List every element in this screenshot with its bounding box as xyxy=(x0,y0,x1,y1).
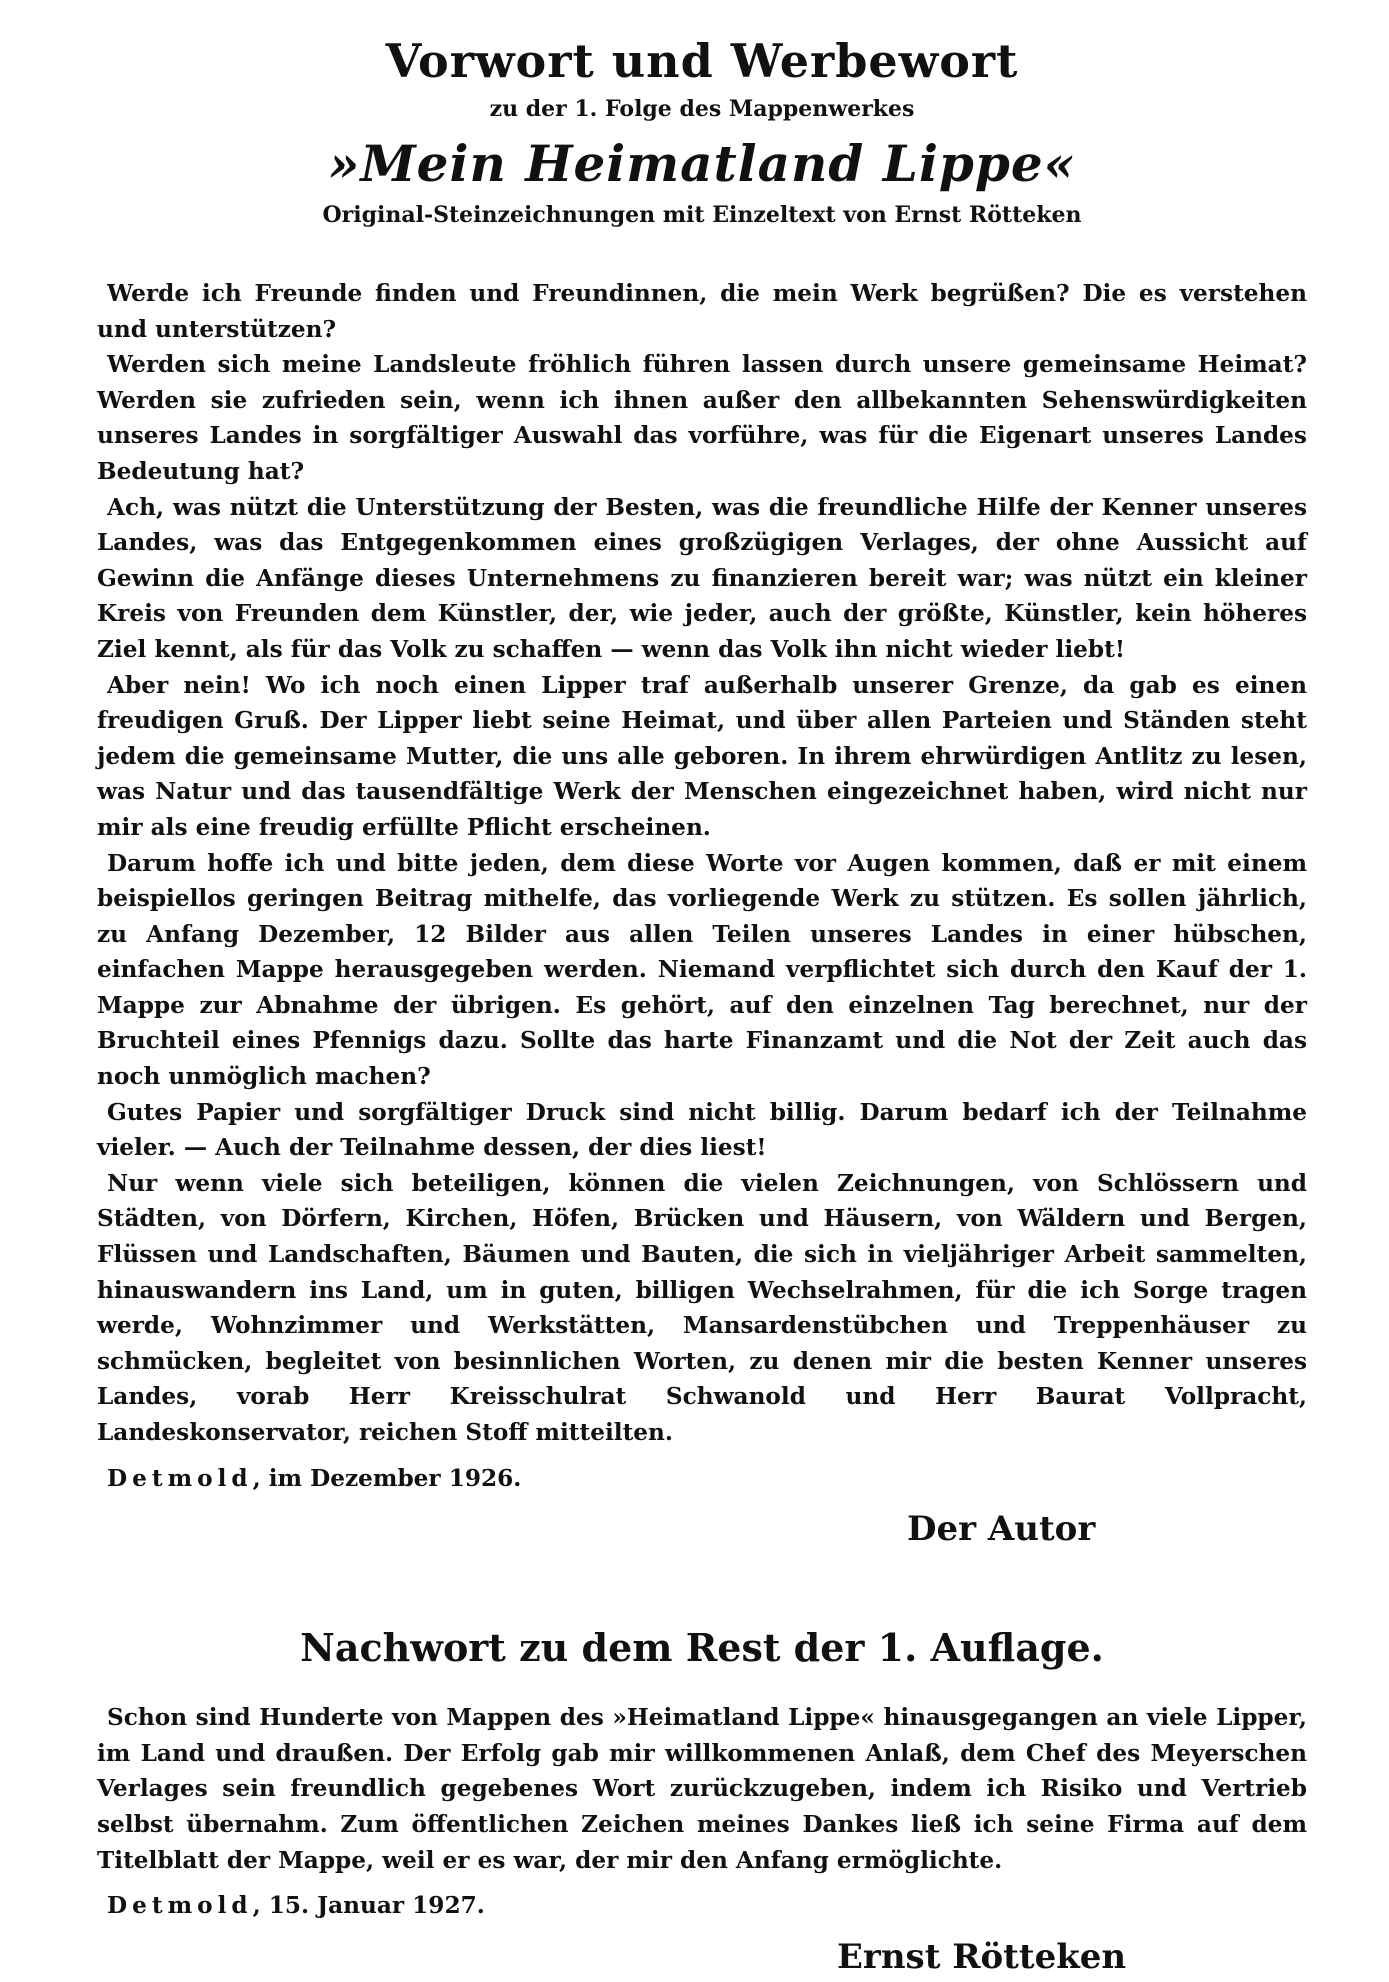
foreword-place: Detmold xyxy=(107,1464,253,1492)
foreword-body xyxy=(97,276,1307,1451)
afterword-dateline xyxy=(97,1888,1307,1924)
foreword-paragraph: Aber nein! Wo ich noch einen Lipper traf außerhalb unserer Grenze, da gab es einen freudigen Gruß. Der Lipper liebt seine Heimat, und über allen Parteien und Ständen steht jedem die gemeinsame Mutter, die uns alle geboren. In ihrem ehrwürdigen Antlitz zu lesen, was Natur und das tausendfältige Werk der Menschen eingezeichnet haben, wird nicht nur mir als eine freudig erfüllte Pflicht erscheinen. xyxy=(97,671,1307,841)
foreword-dateline xyxy=(97,1461,1307,1497)
afterword-date: , 15. Januar 1927. xyxy=(252,1892,485,1920)
foreword-paragraph: Werden sich meine Landsleute fröhlich führen lassen durch unsere gemeinsame Heimat? Werden sie zufrieden sein, wenn ich ihnen außer den allbekannten Sehenswürdigkeiten unseres Landes in sorgfältiger Auswahl das vorführe, was für die Eigenart unseres Landes Bedeutung hat? xyxy=(97,351,1307,485)
afterword-signature: Ernst Rötteken xyxy=(837,1936,1127,1977)
foreword-paragraph: Ach, was nützt die Unterstützung der Besten, was die freundliche Hilfe der Kenner unseres Landes, was das Entgegenkommen eines großzügigen Verlages, der ohne Aussicht auf Gewinn die Anfänge dieses Unternehmens zu finanzieren bereit war; was nützt ein kleiner Kreis von Freunden dem Künstler, der, wie jeder, auch der größte, Künstler, kein höheres Ziel kennt, als für das Volk zu schaffen — wenn das Volk ihn nicht wieder liebt! xyxy=(97,493,1307,663)
foreword-paragraph: Darum hoffe ich und bitte jeden, dem diese Worte vor Augen kommen, daß er mit einem beispiellos geringen Beitrag mithelfe, das vorliegende Werk zu stützen. Es sollen jährlich, zu Anfang Dezember, 12 Bilder aus allen Teilen unseres Landes in einer hübschen, einfachen Mappe herausgegeben werden. Niemand verpflichtet sich durch den Kauf der 1. Mappe zur Abnahme der übrigen. Es gehört, auf den einzelnen Tag berechnet, nur der Bruchteil eines Pfennigs dazu. Sollte das harte Finanzamt und die Not der Zeit auch das noch unmöglich machen? xyxy=(97,849,1307,1091)
document-title: Vorwort und Werbewort xyxy=(385,34,1019,88)
document-subtitle: zu der 1. Folge des Mappenwerkes xyxy=(489,96,915,122)
afterword-place: Detmold xyxy=(107,1892,253,1920)
foreword-paragraph: Werde ich Freunde finden und Freundinnen, die mein Werk begrüßen? Die es verstehen und unterstützen? xyxy=(97,280,1307,343)
work-title: »Mein Heimatland Lippe« xyxy=(328,134,1076,193)
foreword-paragraph: Nur wenn viele sich beteiligen, können die vielen Zeichnungen, von Schlössern und Städten, von Dörfern, Kirchen, Höfen, Brücken und Häusern, von Wäldern und Bergen, Flüssen und Landschaften, Bäumen und Bauten, die sich in vieljähriger Arbeit sammelten, hinauswandern ins Land, um in guten, billigen Wechselrahmen, für die ich Sorge tragen werde, Wohnzimmer und Werkstätten, Mansardenstübchen und Treppenhäuser zu schmücken, begleitet von besinnlichen Worten, zu denen mir die besten Kenner unseres Landes, vorab Herr Kreisschulrat Schwanold und Herr Baurat Vollpracht, Landeskonservator, reichen Stoff mitteilten. xyxy=(97,1169,1307,1446)
work-subtitle: Original-Steinzeichnungen mit Einzeltext von Ernst Rötteken xyxy=(322,202,1082,228)
foreword-date: , im Dezember 1926. xyxy=(252,1464,522,1492)
foreword-signature: Der Autor xyxy=(907,1509,1096,1550)
afterword-paragraph: Schon sind Hunderte von Mappen des »Heimatland Lippe« hinausgegangen an viele Lipper, im Land und draußen. Der Erfolg gab mir willkommenen Anlaß, dem Chef des Meyerschen Verlages sein freundlich gegebenes Wort zurückzugeben, indem ich Risiko und Vertrieb selbst übernahm. Zum öffentlichen Zeichen meines Dankes ließ ich seine Firma auf dem Titelblatt der Mappe, weil er es war, der mir den Anfang ermöglichte. xyxy=(97,1704,1307,1874)
foreword-paragraph: Gutes Papier und sorgfältiger Druck sind nicht billig. Darum bedarf ich der Teilnahme vieler. — Auch der Teilnahme dessen, der dies liest! xyxy=(97,1098,1307,1162)
afterword-title: Nachwort zu dem Rest der 1. Auflage. xyxy=(300,1625,1104,1671)
